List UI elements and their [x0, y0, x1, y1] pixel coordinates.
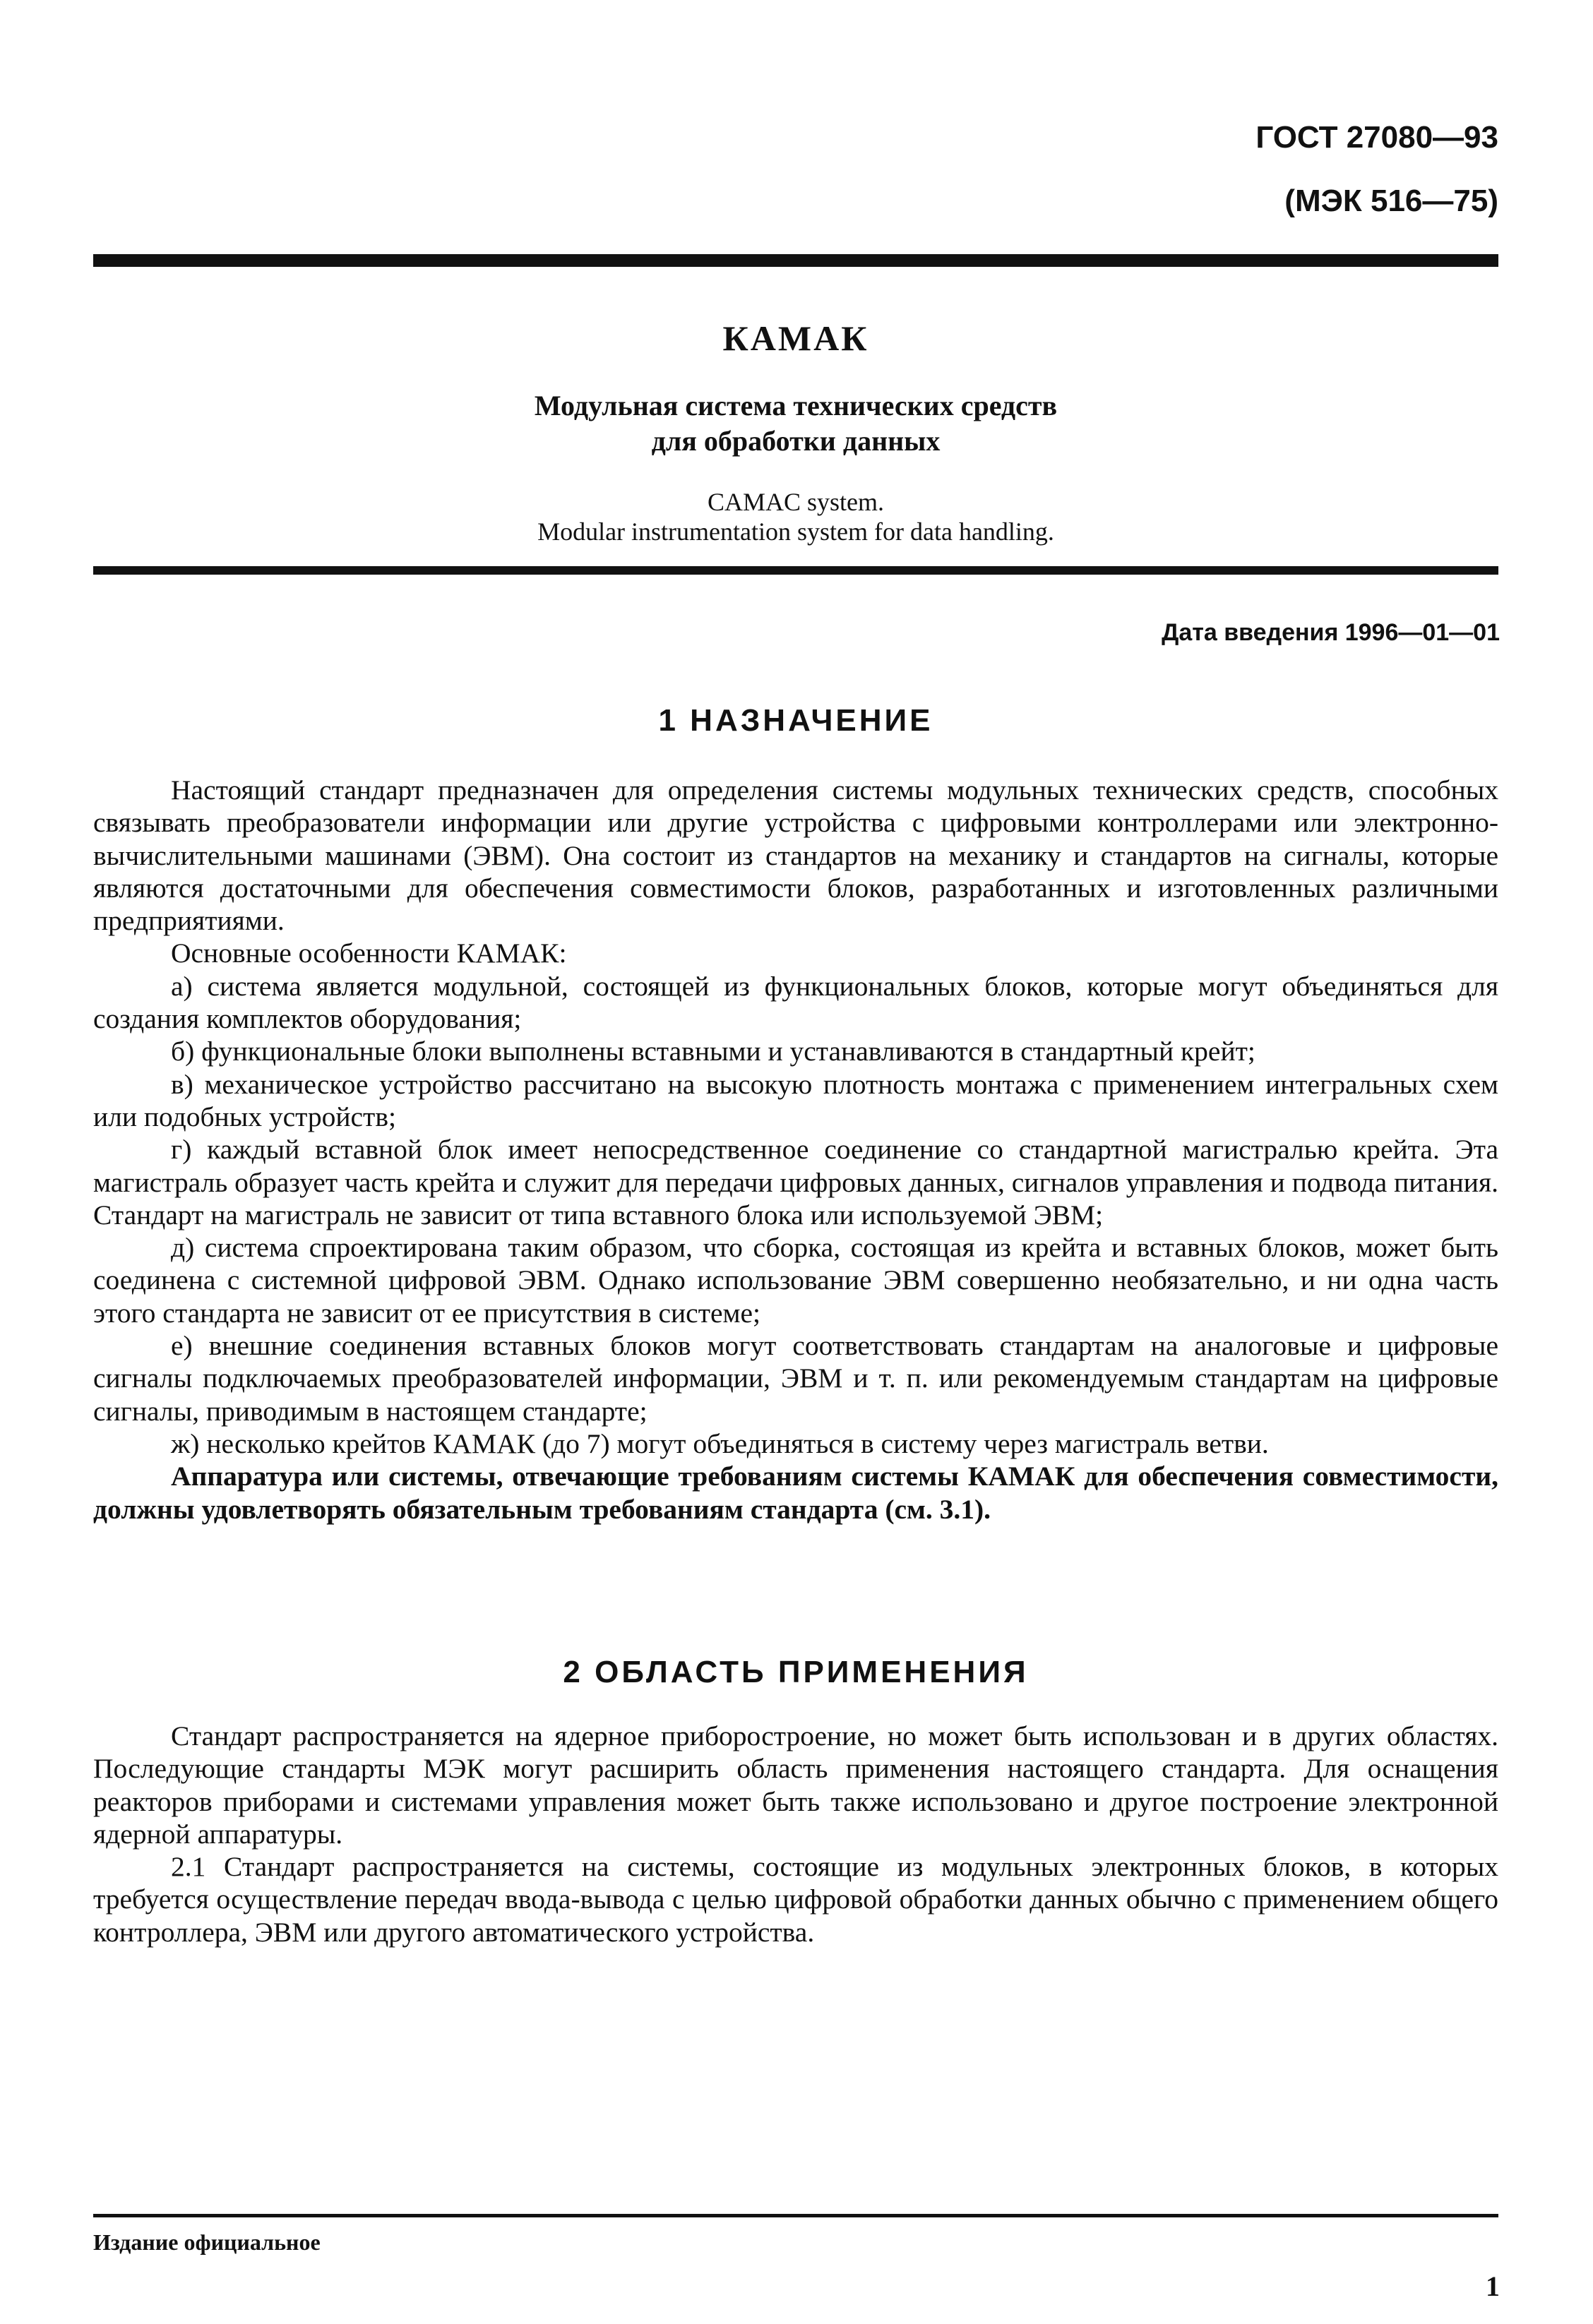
section-2-heading: 2 ОБЛАСТЬ ПРИМЕНЕНИЯ — [563, 1655, 1029, 1689]
english-title — [93, 487, 1498, 546]
list-item: д) система спроектирована таким образом, что сборка, состоящая из крейта и вставных блоков, может быть соединена с системной цифровой ЭВМ. Однако использование ЭВМ совершенно необязательно, и ни одна часть этого стандарта не зависит от ее присутствия в системе; — [93, 1232, 1498, 1329]
gost-number: ГОСТ 27080—93 — [1255, 120, 1498, 155]
iec-number: (МЭК 516—75) — [1284, 184, 1498, 218]
list-item: а) система является модульной, состоящей из функциональных блоков, которые могут объединяться для создания комплектов оборудования; — [93, 970, 1498, 1035]
paragraph: Стандарт распространяется на ядерное приборостроение, но может быть использован и в других областях. Последующие стандарты МЭК могут расширить область применения настоящего стандарта. Для оснащения реакторов приборами и системами управления может быть также использовано и другое построение электронной ядерной аппаратуры. — [93, 1720, 1498, 1850]
footer-rule — [93, 2214, 1498, 2217]
paragraph: Основные особенности КАМАК: — [171, 938, 567, 969]
standard-designation — [1255, 106, 1498, 233]
list-item: б) функциональные блоки выполнены вставными и устанавливаются в стандартный крейт; — [171, 1036, 1255, 1067]
paragraph: Настоящий стандарт предназначен для определения системы модульных технических средств, способных связывать преобразователи информации или другие устройства с цифровыми контроллерами или электронно-вычислительными машинами (ЭВМ). Она состоит из стандартов на механику и стандартов на сигналы, которые являются достаточными для обеспечения совместимости блоков, разработанных и изготовленных различными предприятиями. — [93, 774, 1498, 937]
paragraph: 2.1 Стандарт распространяется на системы, состоящие из модульных электронных блоков, в которых требуется осуществление передач ввода-вывода с целью цифровой обработки данных обычно с применением общего контроллера, ЭВМ или другого автоматического устройства. — [93, 1851, 1498, 1948]
title-block — [93, 318, 1498, 546]
section-1-heading: 1 НАЗНАЧЕНИЕ — [658, 703, 933, 738]
list-item: е) внешние соединения вставных блоков могут соответствовать стандартам на аналоговые и цифровые сигналы подключаемых преобразователей информации, ЭВМ и т. п. или рекомендуемым стандартам на цифровые сигналы, приводимым в настоящем стандарте; — [93, 1330, 1498, 1427]
section-1-body — [93, 774, 1498, 1526]
title-rule — [93, 566, 1498, 575]
document-title: КАМАК — [722, 318, 869, 358]
page-number: 1 — [1486, 2270, 1500, 2302]
list-item: в) механическое устройство рассчитано на высокую плотность монтажа с применением интегральных схем или подобных устройств; — [93, 1068, 1498, 1132]
top-rule — [93, 254, 1498, 267]
edition-label: Издание официальное — [93, 2229, 321, 2255]
english-title-line-1: CAMAC system. — [707, 488, 885, 516]
list-item: г) каждый вставной блок имеет непосредственное соединение со стандартной магистралью крейта. Эта магистраль образует часть крейта и служит для передачи цифровых данных, сигналов управления и подвода питания. Стандарт на магистраль не зависит от типа вставного блока или используемой ЭВМ; — [93, 1134, 1498, 1230]
document-subtitle — [93, 388, 1498, 459]
section-2-body — [93, 1720, 1498, 1948]
list-item: ж) несколько крейтов КАМАК (до 7) могут объединяться в систему через магистраль ветви. — [171, 1427, 1269, 1459]
introduction-date: Дата введения 1996—01—01 — [1162, 619, 1500, 646]
requirement-paragraph: Аппаратура или системы, отвечающие требованиям системы КАМАК для обеспечения совместимости, должны удовлетворять обязательным требованиям стандарта (см. 3.1). — [93, 1461, 1498, 1525]
english-title-line-2: Modular instrumentation system for data handling. — [537, 517, 1054, 546]
subtitle-line-2: для обработки данных — [651, 425, 941, 457]
subtitle-line-1: Модульная система технических средств — [534, 390, 1058, 421]
